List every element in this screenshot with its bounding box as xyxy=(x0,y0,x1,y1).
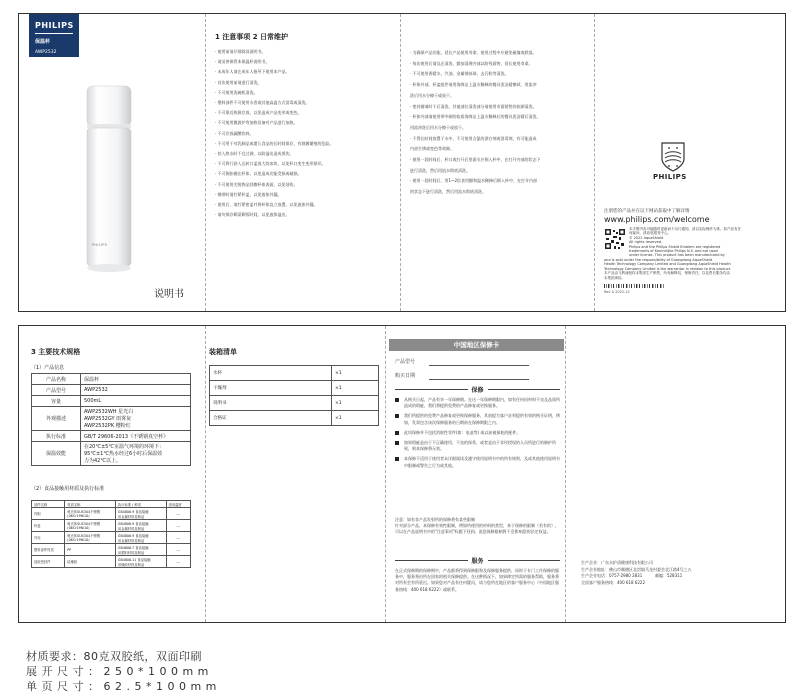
specs-panel xyxy=(19,326,205,622)
packing-title: 装箱清单 xyxy=(209,348,237,356)
fold-line xyxy=(565,326,566,622)
spec-label: 产品名称 xyxy=(32,374,81,385)
table-row xyxy=(32,544,191,556)
list-item: · 为确保产品功能，延长产品使用寿命，使用过程中应避免碰撞或跌落。 xyxy=(410,50,537,55)
table-cell: 内胆 xyxy=(32,508,65,520)
pack-item: 说明书 xyxy=(210,396,332,411)
welcome-url: www.philips.com/welcome xyxy=(604,215,710,224)
warranty-section-header: 保修 xyxy=(395,385,560,394)
table-cell: GB4806.9 食品接触 用金属材料及制品 xyxy=(115,532,166,544)
pack-quantity: ×1 xyxy=(332,381,379,396)
list-item: · 杯体外部、杯盖组件请用海绵沾上温水稀释的餐具洗洁精擦拭，用流冲 xyxy=(410,82,537,88)
fold-line xyxy=(385,326,386,622)
list-item: · 不可将行驶入运转口盖放大的冰块，以免杯口变生变形损坏。 xyxy=(215,161,326,167)
food-subtitle: （2）食品接触用材质及执行标准 xyxy=(31,486,105,492)
spec-label: 容量 xyxy=(32,396,81,407)
company-info xyxy=(581,560,781,586)
column-header: 适用温度 xyxy=(166,501,190,508)
list-item: 如果瑕疵是由于不正确使用，不良的保养，或者是由于非经授权的人员所进行的修护所致，则本保修将无效。 xyxy=(395,440,560,452)
column-header: 部件名称 xyxy=(32,501,65,508)
top-sheet xyxy=(18,13,786,312)
list-item: · 未成年人请在成年人指导下使用本产品。 xyxy=(215,69,290,75)
list-item: · 密封圈请时干后清洗，其他部位清洗部分请使用市面销售的软刷清洗。 xyxy=(410,103,537,109)
bottle-brand: PHILIPS xyxy=(92,243,108,247)
table-cell: — xyxy=(166,544,190,556)
table-cell: GB4806.11 食品接触 用橡胶材料及制品 xyxy=(115,556,166,568)
table-row xyxy=(210,381,379,396)
column-header: 材质名称 xyxy=(65,501,116,508)
warranty-title: 中国地区保修卡 xyxy=(389,339,564,351)
spec-table xyxy=(31,373,191,466)
warranty-note: 注意：如有非产品发射所的保修将有某些限制 针对部分产品，本保修有效性限制，例如所使用的材料的类型，来于保修的限制（若有的），可以在产品说明书中的"注意事项"标题下找到。说您保修限制将不会影响您的法定权益。 xyxy=(395,517,559,535)
list-item: 此项保修并不包括消耗性零件(如：电池等) 或以前被损耗的配件。 xyxy=(395,430,560,436)
field-line xyxy=(429,365,529,366)
bottle-image xyxy=(79,80,139,280)
warranty-panel xyxy=(389,326,564,622)
legal-text-continued: and is sold under the responsibility of Guangdong AquaShield Health Technology Company Limited and Guangdong AquaShield Health Technology Company Limited is the warrantor in relation to this product. 本产品由飞利浦授权本集团生产销售，所有解释权、保修责任、以及售后服务均由 本集团承担。 xyxy=(604,258,732,280)
list-item: · 不可使用尖锐物品刮擦杯体表面，以免划伤。 xyxy=(215,181,298,187)
list-item: · 使用一段时间后，用1~2倍食用醋和温水稀释后倒入杯中，在打开内部 xyxy=(410,178,537,184)
table-row xyxy=(32,442,191,466)
table-cell: 杯盖 xyxy=(32,520,65,532)
company-phone: 生产企业电话：0757-2980 2831 邮编：528311 xyxy=(581,573,683,578)
table-cell: — xyxy=(166,508,190,520)
table-cell: GB4806.9 食品接触 用金属材料及制品 xyxy=(115,520,166,532)
table-row xyxy=(32,396,191,407)
list-item: · 不可存放碳酸饮料。 xyxy=(215,130,254,136)
list-item: 的状态下进行清洗，然后用流水彻底清洗。 xyxy=(410,189,486,195)
table-row xyxy=(32,556,191,568)
list-item: · 首次使用前请进行清洗。 xyxy=(215,79,262,85)
list-item: · 装入热水时不宜过满，以防溢出造成烫伤。 xyxy=(215,151,294,157)
spec-label: 外观描述 xyxy=(32,407,81,431)
list-item: · 请勿保存剩菜剩饭时间，以免液体溢出。 xyxy=(215,212,290,218)
table-row xyxy=(32,532,191,544)
list-item: · 请妥善保管本保温杯说明书。 xyxy=(215,59,270,65)
company-panel xyxy=(569,326,783,622)
field-label: 购买日期 xyxy=(395,373,416,379)
spec-label: 执行标准 xyxy=(32,431,81,442)
table-cell: 奥氏体SUS304不锈钢 (06Cr19Ni10) xyxy=(65,532,116,544)
welcome-text: 注册您的产品并在以下网站获取中了解详情 xyxy=(604,209,690,214)
table-row xyxy=(32,520,191,532)
maintenance-list xyxy=(410,50,588,195)
cover-panel xyxy=(19,14,205,311)
list-item: · 不可用于对乳制品或婴儿食品的长时间保存，有细菌繁殖的危险。 xyxy=(215,140,334,146)
table-row xyxy=(32,407,191,431)
fold-line xyxy=(205,326,206,622)
table-row xyxy=(32,508,191,520)
list-item: · 不可靠近热源存放，以免造成产品变形或变色。 xyxy=(215,110,302,116)
spec-label: 产品型号 xyxy=(32,385,81,396)
safety-title: 1 注意事项 2 日常维护 xyxy=(215,33,289,41)
table-row xyxy=(210,396,379,411)
list-item: · 杯体内部请使用带中刷的软质海绵沾上温水稀释后的餐具洗洁精后清洗， xyxy=(410,114,541,120)
list-item: 我们所提供的免费产品修复或更换保修服务，其前提为客户必须提供有效的购买证明，例如，发票包含该次保修服务的日期前在保修期限之内。 xyxy=(395,413,560,425)
spec-value: 在20℃±5℃室温气环境的环境下： 95℃±1℃热水经过6小时后保温效 力为42℃以上。 xyxy=(81,442,191,466)
table-cell: — xyxy=(166,532,190,544)
table-cell: GB4806.9 食品接触 用金属材料及制品 xyxy=(115,508,166,520)
back-brand: PHILIPS xyxy=(653,173,687,181)
spec-value: 保温杯 xyxy=(81,374,191,385)
unfolded-size: 展 开 尺 寸 ： 2 5 0 * 1 0 0 m m xyxy=(26,665,209,678)
list-item: · 使用前请仔细阅读说明书。 xyxy=(215,49,266,54)
page-size: 单 页 尺 寸 ： 6 2 . 5 * 1 0 0 m m xyxy=(26,680,217,693)
table-cell: — xyxy=(166,520,190,532)
list-item: · 不可使用香精水、汽油、金属钢丝球、去污粉等清洗。 xyxy=(410,71,509,77)
back-panel xyxy=(598,14,784,311)
table-row xyxy=(210,411,379,426)
philips-shield-icon xyxy=(661,142,685,172)
table-cell: 外壳 xyxy=(32,532,65,544)
brand-band-lower xyxy=(29,38,79,48)
bottom-sheet xyxy=(18,325,786,623)
list-item: · 不得长时间放置于水中，不可使用含氯的漂白剂或消毒剂，有可能造成 xyxy=(410,135,537,141)
manual-label: 说明书 xyxy=(154,289,184,300)
specs-title: 3 主要技术规格 xyxy=(31,348,81,356)
company-address: 生产企业地址：佛山市顺德区北滘镇马龙村委会北江路4号之五 xyxy=(581,566,692,572)
product-name: 保温杯 xyxy=(35,39,51,45)
spec-label: 保温效能 xyxy=(32,442,81,466)
pack-item: 合格证 xyxy=(210,411,332,426)
divider xyxy=(35,33,73,34)
table-row xyxy=(32,374,191,385)
list-item: 进行清洗，然后用流水彻底清洗。 xyxy=(410,167,470,173)
model-number: AWP2532 xyxy=(35,50,57,55)
list-item: · 携带时请拧紧杯盖，以免液体外漏。 xyxy=(215,191,282,197)
brand-logo: PHILIPS xyxy=(35,21,74,30)
table-cell: 塑料部件材质 xyxy=(32,544,65,556)
pack-quantity: ×1 xyxy=(332,396,379,411)
table-row xyxy=(210,366,379,381)
fold-line xyxy=(205,14,206,311)
list-item: 本保修不适用于使用者未详细阅读及遵守使用说明书中的所有规则，及或其他使用说明书中限制或警告之行为或其他。 xyxy=(395,456,560,468)
table-row xyxy=(32,385,191,396)
list-item: · 塑料部件不可使用水煮或其他高温方式消毒或清洗。 xyxy=(215,100,310,106)
list-item: · 不可使用微波炉等加热设备对产品进行加热。 xyxy=(215,120,298,126)
safety-panel xyxy=(209,14,397,311)
food-material-table xyxy=(31,500,191,568)
barcode-icon xyxy=(604,284,664,288)
field-label: 产品型号 xyxy=(395,359,416,365)
model-band xyxy=(29,49,79,57)
table-header-row xyxy=(32,501,191,508)
material-requirement: 材质要求：80克双胶纸，双面印刷 xyxy=(26,650,202,663)
fold-line xyxy=(594,14,595,311)
table-cell: — xyxy=(166,556,190,568)
qr-code-icon xyxy=(604,228,626,250)
table-cell: 硅胶密封件 xyxy=(32,556,65,568)
table-row xyxy=(32,431,191,442)
list-item: · 使用后，请拧紧密盖并将杯体直立放置，以免液体外漏。 xyxy=(215,202,318,208)
list-item: 内部生锈或变色等故障。 xyxy=(410,146,454,152)
list-item: 洗后用水分擦干或放干。 xyxy=(410,92,454,98)
company-hotline: 全国客户服务热线：400 618 6222 xyxy=(581,579,645,585)
packing-panel xyxy=(209,326,381,622)
fold-line xyxy=(400,14,401,311)
field-line xyxy=(429,379,529,380)
column-header: 执行标准 / 种类 xyxy=(115,501,166,508)
service-section-header: 服务 xyxy=(395,556,560,565)
pack-item: 水杯 xyxy=(210,366,332,381)
list-item: 用流冲洗后用水分擦干或放干。 xyxy=(410,124,466,130)
spec-value: 500mL xyxy=(81,396,191,407)
safety-list xyxy=(215,49,393,218)
spec-value: AWP2532 xyxy=(81,385,191,396)
pack-quantity: ×1 xyxy=(332,411,379,426)
list-item: 从购买日起，产品有享一年保修期。在这一年保修期限内，如有任何因材料不良及品质所造成的瑕疵，我们将提供免费的产品修复或更换服务。 xyxy=(395,397,560,409)
company-name: 生产企业：广东水护清健康科技有限公司 xyxy=(581,560,653,565)
list-item: · 每次使用后请及必清洗，勤加清理内部以防残留物，延长使用寿命。 xyxy=(410,60,533,66)
list-item: · 不可倒扣握在杯体，以免造成功能受损或破损。 xyxy=(215,171,302,177)
table-cell: 奥氏体SUS304不锈钢 (06Cr19Ni10) xyxy=(65,520,116,532)
packing-table xyxy=(209,365,379,426)
table-cell: GB4806.7 食品接触 用塑料材料及制品 xyxy=(115,544,166,556)
legal-text: 本手册内容可能随时更新而不另行通知，请以实际操作为准。如产品有任 何疑问，请致电服务中心。 © 2022 AquaShield All rights reserved. Philips and the Philips Shield Emblem are registered trademarks of Koninklijke Philips N.V. and are used under license. This product has been manufactured by xyxy=(629,227,741,258)
maintenance-panel xyxy=(404,14,592,311)
table-cell: 奥氏体SUS304不锈钢 (06Cr19Ni10) xyxy=(65,508,116,520)
table-cell: 硅橡胶 xyxy=(65,556,116,568)
specs-subtitle: （1）产品信息 xyxy=(31,365,65,371)
pack-item: 干燥剂 xyxy=(210,381,332,396)
list-item: · 不可使用洗碗机清洗。 xyxy=(215,89,258,95)
service-text: 在正式保修期的保修期中，产品都将得到保修限和及保修服务提供，同时于专门工作保修的服务中，服务将由所在国家的相关保修提供。在这种情况下，如果肆定所需的服务帮助，服务将对所有会有所延迟。如果您对产品有任何疑问，请与您所在地区的客户服务中心（中国地区服务热线：400 618 6222）或联系。 xyxy=(395,568,559,592)
pack-quantity: ×1 xyxy=(332,366,379,381)
table-cell: PP xyxy=(65,544,116,556)
list-item: · 使用一段时间后，杯口或打开后里面水应倒入杯中，在打开内部的状态下 xyxy=(410,157,541,163)
warranty-list xyxy=(395,397,560,469)
spec-value: AWP2532WH 星光白 AWP2532GY 雨雾灰 AWP2532PK 樱粉红 xyxy=(81,407,191,431)
revision: Rev A 2022-12 xyxy=(604,290,630,294)
spec-value: GB/T 29606-2013《不锈钢真空杯》 xyxy=(81,431,191,442)
